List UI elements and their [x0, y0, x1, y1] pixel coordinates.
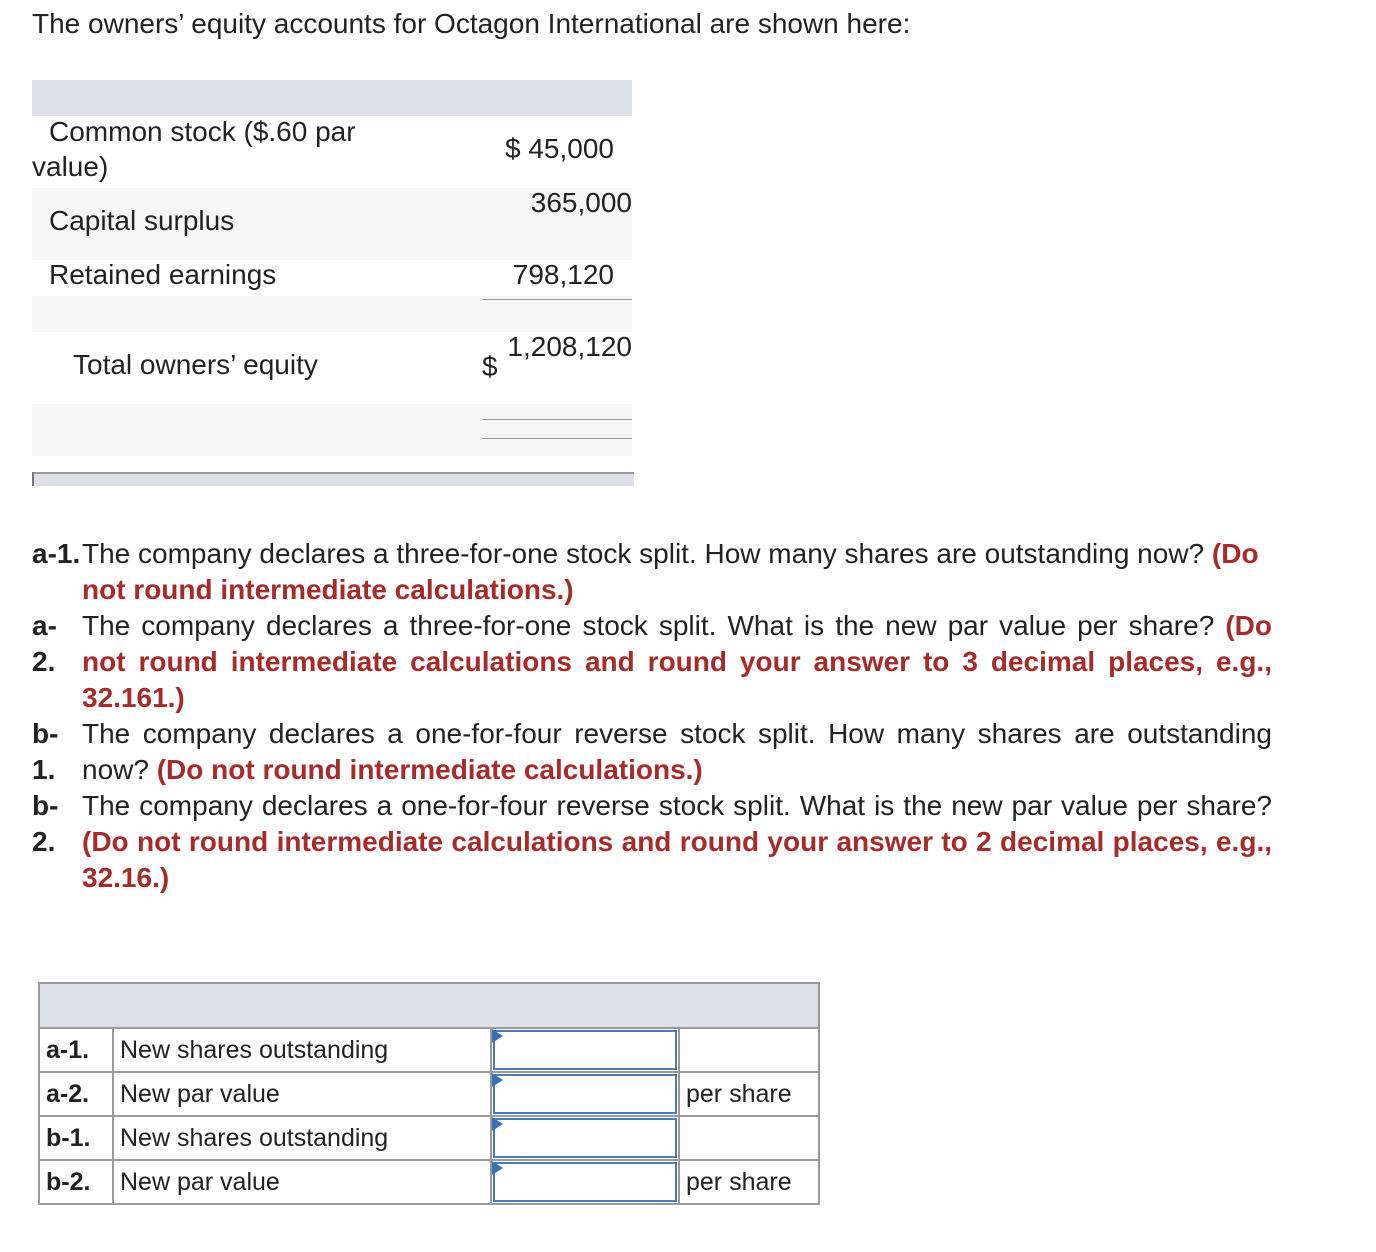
input-marker-icon [492, 1117, 503, 1131]
answer-table-header-cell [39, 983, 819, 1028]
total-equity-label: Total owners’ equity [73, 349, 318, 380]
table-row [39, 1028, 819, 1072]
question-tag: 2. [32, 826, 56, 857]
answer-input-b1[interactable] [493, 1118, 677, 1158]
answer-id: a-1. [39, 1028, 113, 1072]
input-marker-icon [492, 1073, 503, 1087]
equity-table [32, 80, 632, 486]
common-stock-label-cont: value) [32, 151, 109, 182]
input-marker-icon [492, 1161, 503, 1175]
row-band [32, 296, 632, 332]
common-stock-label: Common stock ($.60 par [49, 116, 356, 147]
answer-label: New par value [113, 1160, 491, 1204]
total-equity-value: 1,208,120 [507, 331, 632, 362]
question-note: (Do not round intermediate calculations and round your answer to 3 decimal places, e.g., 32.161.) [82, 610, 1273, 713]
question-tag: 2. [32, 646, 56, 677]
answer-input-cell[interactable] [491, 1028, 679, 1072]
answer-id: b-1. [39, 1116, 113, 1160]
row-band [32, 404, 632, 456]
question-note: (Do not round intermediate calculations and round your answer to 2 decimal places, e.g., 32.16.) [82, 826, 1272, 893]
retained-earnings-value: 798,120 [512, 259, 614, 290]
question-a1 [32, 536, 1272, 608]
total-double-rule [482, 438, 632, 439]
question-text: The company declares a three-for-one stock split. What is the new par value per share? [82, 610, 1215, 641]
answer-label: New shares outstanding [113, 1116, 491, 1160]
answer-unit: per share [679, 1160, 819, 1204]
retained-earnings-label: Retained earnings [49, 259, 277, 290]
answer-input-a2[interactable] [493, 1074, 677, 1114]
answer-input-cell[interactable] [491, 1160, 679, 1204]
footer-tick [32, 472, 34, 486]
question-tag: a- [32, 610, 57, 641]
answer-input-cell[interactable] [491, 1072, 679, 1116]
answer-input-cell[interactable] [491, 1116, 679, 1160]
answer-table-header [39, 983, 819, 1028]
intro-text: The owners’ equity accounts for Octagon International are shown here: [32, 8, 911, 39]
answer-id: b-2. [39, 1160, 113, 1204]
question-note: (Do not round intermediate calculations.) [82, 538, 1259, 605]
question-text: The company declares a one-for-four reverse stock split. What is the new par value per share? [82, 790, 1272, 821]
question-tag: 1. [32, 754, 56, 785]
answer-unit [679, 1028, 819, 1072]
answer-label: New shares outstanding [113, 1028, 491, 1072]
question-tag: b- [32, 718, 59, 749]
answer-input-a1[interactable] [493, 1030, 677, 1070]
equity-table-header [32, 80, 632, 116]
answer-unit: per share [679, 1072, 819, 1116]
subtotal-rule [482, 299, 632, 300]
common-stock-value: $ 45,000 [505, 133, 614, 164]
capital-surplus-label: Capital surplus [49, 205, 235, 236]
capital-surplus-value: 365,000 [530, 187, 632, 218]
question-note: (Do not round intermediate calculations.) [156, 754, 703, 785]
answer-unit [679, 1116, 819, 1160]
table-row [39, 1072, 819, 1116]
question-tag: a-1. [32, 538, 81, 569]
answer-input-b2[interactable] [493, 1162, 677, 1202]
total-double-rule [482, 419, 632, 420]
table-row [39, 1116, 819, 1160]
question-text: The company declares a three-for-one stock split. How many shares are outstanding now? [82, 538, 1205, 569]
answer-label: New par value [113, 1072, 491, 1116]
question-a2 [32, 608, 1272, 716]
question-text: The company declares a one-for-four reverse stock split. How many shares are outstanding now? [82, 718, 1272, 785]
question-b1 [32, 716, 1272, 788]
equity-table-footer [32, 472, 634, 486]
total-currency-symbol: $ [482, 351, 498, 382]
input-marker-icon [492, 1029, 503, 1043]
question-tag: b- [32, 790, 59, 821]
question-b2 [32, 788, 1272, 896]
answer-id: a-2. [39, 1072, 113, 1116]
answer-table [38, 982, 820, 1205]
table-row [39, 1160, 819, 1204]
